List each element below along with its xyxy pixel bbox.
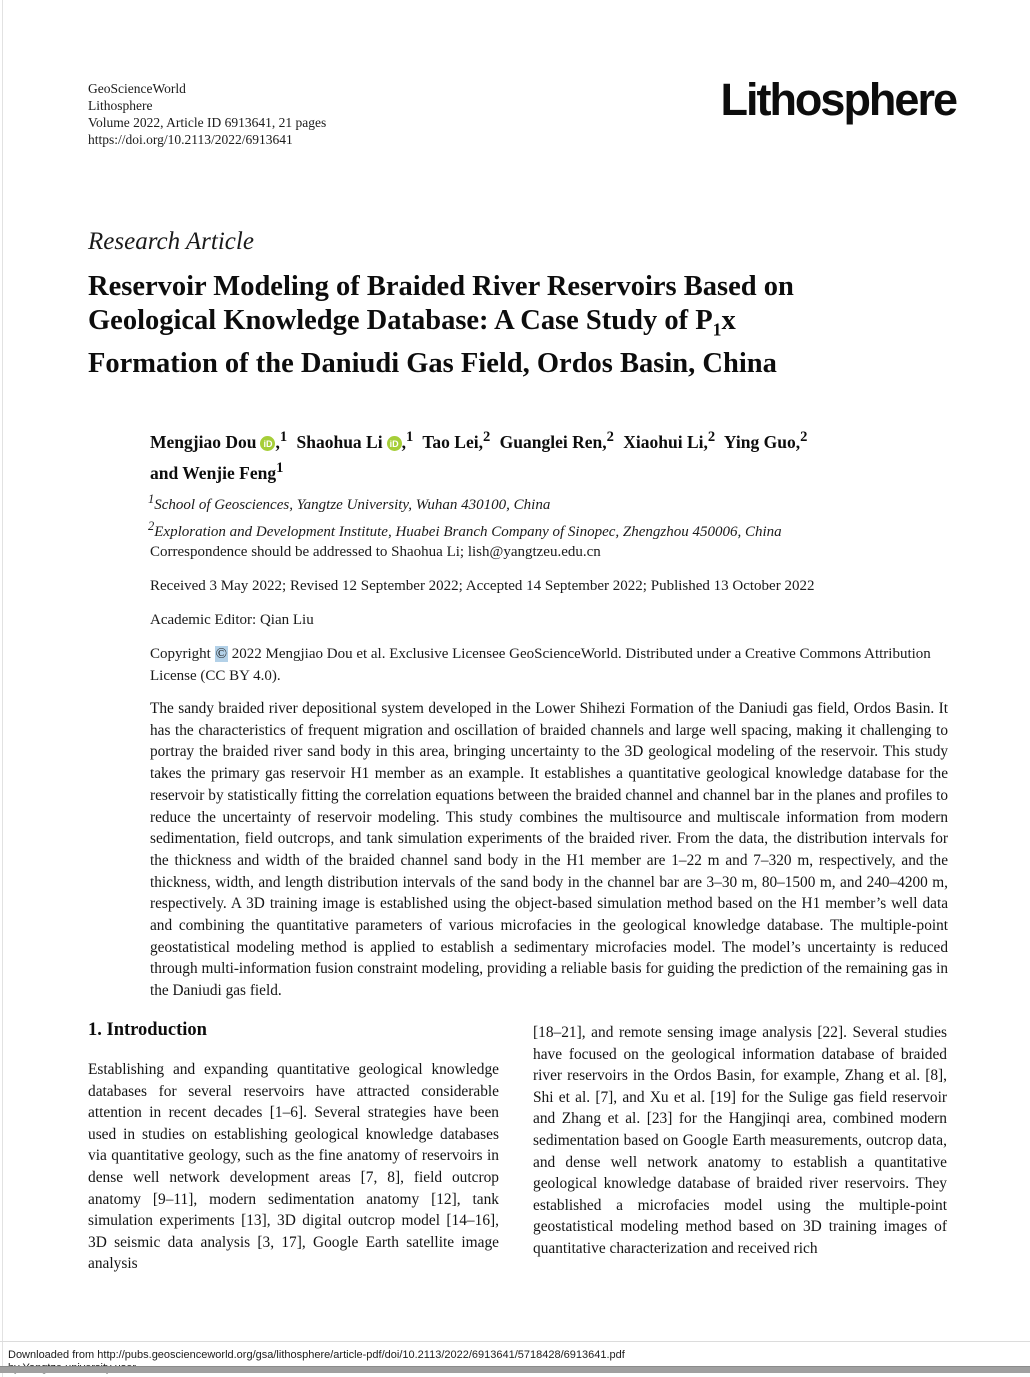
author xyxy=(499,429,614,452)
author xyxy=(422,429,491,452)
author-name: Tao Lei xyxy=(422,431,479,452)
footer-divider xyxy=(0,1341,1030,1342)
volume-info: Volume 2022, Article ID 6913641, 21 pages xyxy=(88,115,327,130)
article-history-line: Received 3 May 2022; Revised 12 September 2022; Accepted 14 September 2022; Published 13 October 2022 xyxy=(150,578,815,594)
author-list xyxy=(150,424,912,486)
author-separator: , xyxy=(602,431,607,452)
title-line1: Reservoir Modeling of Braided River Reservoirs Based on xyxy=(88,271,794,302)
orcid-icon-label: iD xyxy=(389,438,399,449)
author-affiliation-ref: 1 xyxy=(279,429,288,445)
author-separator: , xyxy=(275,431,280,452)
doi-link[interactable]: https://doi.org/10.2113/2022/6913641 xyxy=(88,132,293,147)
article-title xyxy=(88,270,888,381)
author xyxy=(296,429,414,452)
copyright-post: 2022 Mengjiao Dou et al. Exclusive Licensee GeoScienceWorld. Distributed under a Creative Commons Attribution License (CC BY 4.0). xyxy=(150,646,931,684)
affiliation-text: Exploration and Development Institute, Huabei Branch Company of Sinopec, Zhengzhou 450006, China xyxy=(154,524,782,540)
author xyxy=(150,429,288,452)
author-separator: , xyxy=(478,431,483,452)
orcid-icon-label: iD xyxy=(263,438,273,449)
intro-left-column: Establishing and expanding quantitative geological knowledge databases for several reservoirs have attracted considerable attention in recent decades [1–6]. Several strategies have been used in studies on establishing geological knowledge databases via quantitative geology, such as the fine anatomy of reservoirs in dense well network development areas [7, 8], field outcrop anatomy [9–11], modern sedimentation anatomy [12], tank simulation experiments [13], 3D digital outcrop model [14–16], 3D seismic data analysis [3, 17], Google Earth satellite image analysis xyxy=(88,1061,499,1273)
page-edge-line xyxy=(2,0,3,1377)
author-name: Guanglei Ren xyxy=(499,431,603,452)
download-url-line: Downloaded from http://pubs.geoscienceworld.org/gsa/lithosphere/article-pdf/doi/10.2113/2022/6913641/5718428/6913641.pdf xyxy=(8,1349,625,1361)
orcid-icon[interactable] xyxy=(260,436,275,451)
copyright-notice xyxy=(150,643,950,687)
publisher-name: GeoScienceWorld xyxy=(88,81,186,96)
author-affiliation-ref: 2 xyxy=(606,429,614,445)
academic-editor-line: Academic Editor: Qian Liu xyxy=(150,612,314,628)
author xyxy=(723,429,808,452)
author xyxy=(150,459,284,483)
affiliation-number: 2 xyxy=(148,519,155,533)
orcid-icon[interactable] xyxy=(387,436,402,451)
abstract-text: The sandy braided river depositional system developed in the Lower Shihezi Formation of the Daniudi gas field, Ordos Basin. It has the characteristics of frequent migration and oscillation of braided channels and large well spacing, making it challenging to portray the braided river sand body in this area, bringing uncertainty to the 3D geological modeling of the reservoir. This study takes the primary gas reservoir H1 member as an example. It establishes a quantitative geological knowledge database for the reservoir by statistically fitting the correlation equations between the braided channel and channel bar in the planes and profiles to reduce the uncertainty of reservoir modeling. This study combines the multisource and multiscale information from modern sedimentation, field outcrops, and tank simulation experiments of the braided river. From the data, the distribution intervals for the thickness and width of the braided channel sand body in the H1 member are 1–22 m and 7–320 m, respectively, and the thickness, width, and length distribution intervals of the sand body in the channel bar are 3–30 m, 80–1500 m, and 240–4200 m, respectively. A 3D training image is established using the object-based simulation method based on the H1 member’s well data and combining the quantitative parameters of various microfacies in the geological knowledge database. The multiple-point geostatistical modeling method is applied to establish a sedimentary microfacies model. The model’s uncertainty is reduced through multi-information fusion constraint modeling, providing a reliable basis for guiding the prediction of the remaining gas in the Daniudi gas field. xyxy=(150,700,948,1000)
affiliation-text: School of Geosciences, Yangtze University, Wuhan 430100, China xyxy=(154,497,551,513)
title-line2: Geological Knowledge Database: A Case Study of P xyxy=(88,305,713,336)
journal-header-meta xyxy=(88,80,326,148)
affiliation-list xyxy=(148,489,782,543)
author-name: Ying Guo xyxy=(723,431,796,452)
author-separator: , xyxy=(795,431,801,452)
copyright-pre: Copyright xyxy=(150,646,215,662)
affiliation xyxy=(148,516,782,543)
author-name: Mengjiao Dou xyxy=(150,431,257,452)
horizontal-scrollbar-track[interactable] xyxy=(0,1366,1030,1373)
copyright-symbol-link[interactable]: © xyxy=(215,646,227,662)
affiliation xyxy=(148,489,782,516)
author xyxy=(623,429,716,452)
title-line3: Formation of the Daniudi Gas Field, Ordos Basin, China xyxy=(88,347,777,379)
journal-name: Lithosphere xyxy=(88,98,153,113)
title-subscript: 1 xyxy=(712,319,722,340)
section-heading-introduction: 1. Introduction xyxy=(88,1020,207,1040)
affiliation-number: 1 xyxy=(148,492,155,506)
intro-right-column: [18–21], and remote sensing image analysis [22]. Several studies have focused on the geological information database of braided river reservoirs in the Ordos Basin, for example, Zhang et al. [8], Shi et al. [7], and Xu et al. [19] for the Sulige gas field reservoir and Zhang et al. [23] for the Hangjinqi area, combined modern sedimentation based on Google Earth measurements, outcrop data, and dense well network anatomy to establish a quantitative geological knowledge database of braided river reservoirs. They established a microfacies model using the multiple-point geostatistical modeling method based on 3D training images of quantitative characterization and received rich xyxy=(533,1024,947,1257)
author-affiliation-ref: 2 xyxy=(482,429,491,445)
author-name: Shaohua Li xyxy=(296,431,383,452)
correspondence-line: Correspondence should be addressed to Shaohua Li; lish@yangtzeu.edu.cn xyxy=(150,544,601,560)
author-separator: , xyxy=(401,431,406,452)
journal-logo: Lithosphere xyxy=(720,74,956,125)
author-affiliation-ref: 2 xyxy=(707,429,716,445)
author-affiliation-ref: 1 xyxy=(276,459,284,476)
author-name: Xiaohui Li xyxy=(623,431,704,452)
article-type-label: Research Article xyxy=(88,228,254,255)
title-line2-end: x xyxy=(721,305,736,336)
author-affiliation-ref: 2 xyxy=(800,429,808,445)
author-affiliation-ref: 1 xyxy=(405,429,414,445)
author-separator: , xyxy=(703,431,708,452)
author-name: and Wenjie Feng xyxy=(150,462,277,483)
